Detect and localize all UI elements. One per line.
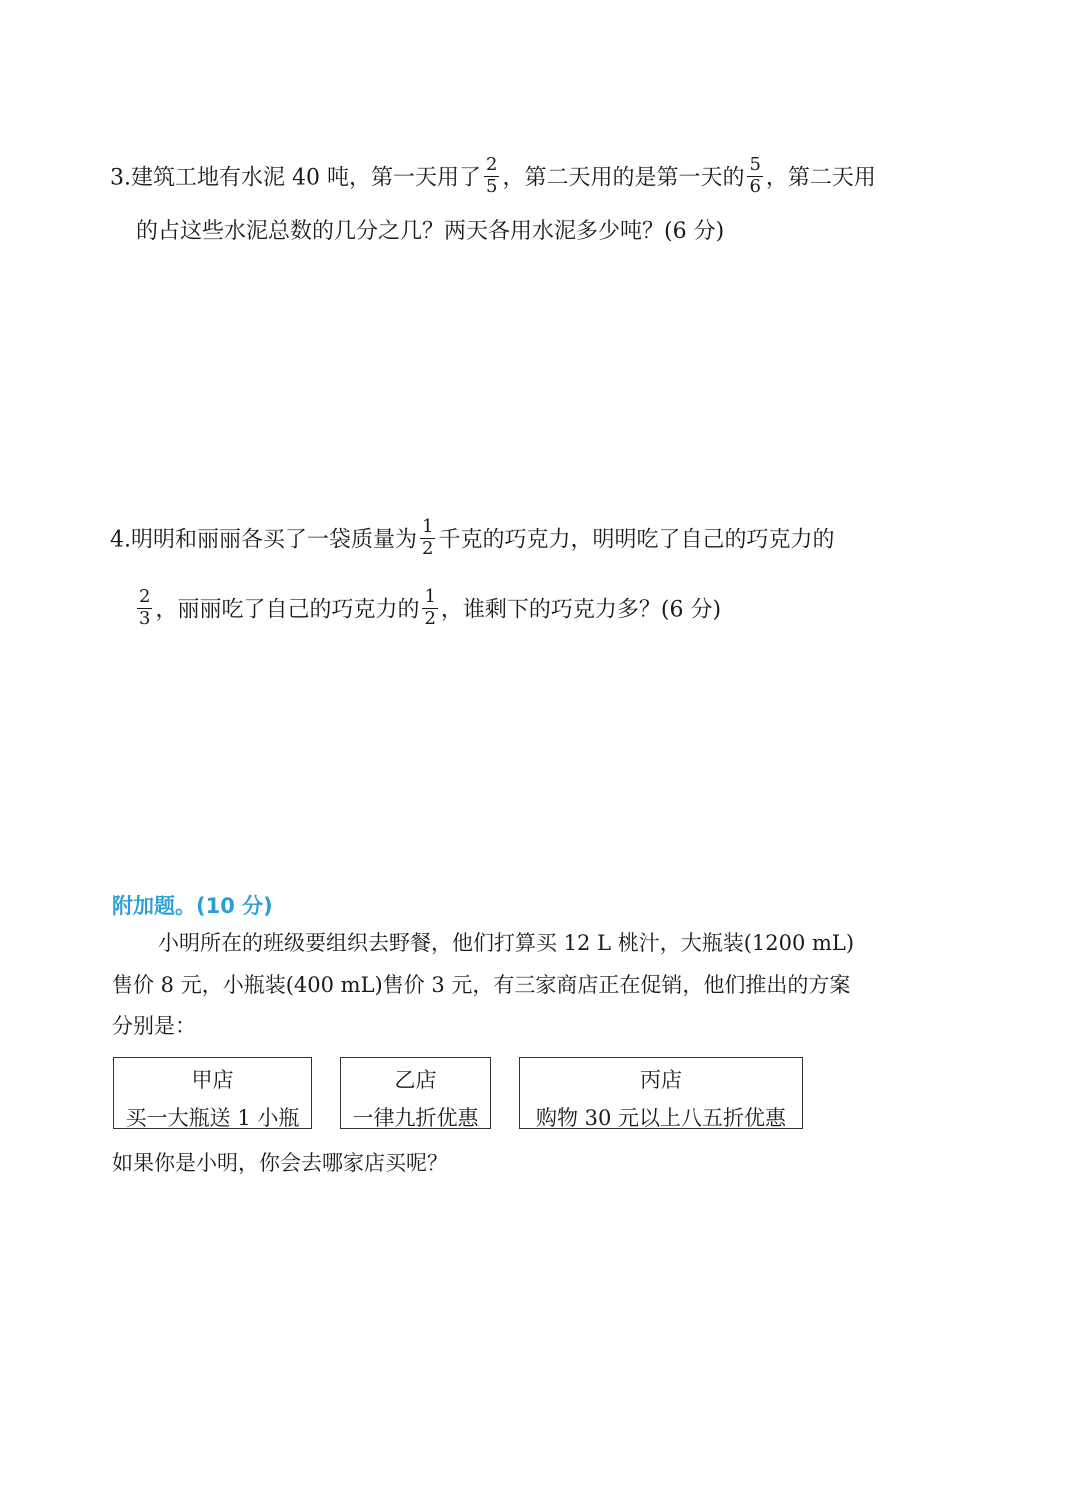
q3-text-c: ，第二天用: [765, 165, 876, 191]
q3-text-b: ，第二天用的是第一天的: [502, 165, 745, 191]
bonus-title: 附加题。(10 分): [112, 894, 273, 918]
q4-fraction-one-half-2: [422, 588, 437, 629]
fraction-denominator: 2: [424, 607, 436, 629]
fraction-numerator: 2: [139, 586, 151, 607]
fraction-denominator: 5: [485, 175, 498, 197]
q4-fraction-one-half: [420, 518, 435, 559]
shop-name: 乙店: [394, 1068, 437, 1092]
shop-box-jia: [113, 1057, 312, 1129]
q3-fraction-two-fifths: [484, 156, 499, 197]
q4-fraction-two-thirds: [137, 588, 152, 629]
fraction-numerator: 2: [485, 154, 498, 175]
shop-offer: 一律九折优惠: [352, 1106, 479, 1130]
fraction-numerator: 1: [424, 586, 436, 607]
q4-text-a: 4.明明和丽丽各买了一袋质量为: [110, 527, 417, 553]
q4-text-b: 千克的巧克力，明明吃了自己的巧克力的: [438, 527, 835, 553]
q4-line-1: [110, 516, 835, 561]
fraction-denominator: 6: [749, 175, 761, 197]
bonus-paragraph-line-3: 分别是：: [112, 1014, 196, 1038]
fraction-numerator: 1: [422, 516, 434, 537]
fraction-numerator: 5: [749, 154, 761, 175]
q3-text-a: 3.建筑工地有水泥 40 吨，第一天用了: [110, 165, 481, 191]
shop-name: 丙店: [640, 1068, 682, 1092]
fraction-denominator: 2: [422, 537, 434, 559]
bonus-question: 如果你是小明，你会去哪家店买呢？: [112, 1151, 448, 1175]
bonus-paragraph-line-1: 小明所在的班级要组织去野餐，他们打算买 12 L 桃汁，大瓶装(1200 mL): [158, 931, 855, 955]
q3-line-2: 的占这些水泥总数的几分之几？两天各用水泥多少吨？(6 分): [136, 219, 725, 244]
q4-text-d: ，谁剩下的巧克力多？(6 分): [440, 597, 722, 623]
q4-text-c: ，丽丽吃了自己的巧克力的: [155, 597, 420, 623]
q3-line-1: [110, 154, 876, 199]
shop-offer: 购物 30 元以上八五折优惠: [535, 1106, 787, 1130]
q4-line-2: [134, 586, 722, 631]
shop-offer: 买一大瓶送 1 小瓶: [125, 1106, 300, 1130]
shop-box-bing: [519, 1057, 803, 1129]
q3-fraction-five-sixths: [747, 156, 762, 197]
shop-name: 甲店: [191, 1068, 234, 1092]
bonus-paragraph-line-2: 售价 8 元，小瓶装(400 mL)售价 3 元，有三家商店正在促销，他们推出的方案: [112, 973, 851, 997]
shop-box-yi: [340, 1057, 491, 1129]
fraction-denominator: 3: [139, 607, 151, 629]
